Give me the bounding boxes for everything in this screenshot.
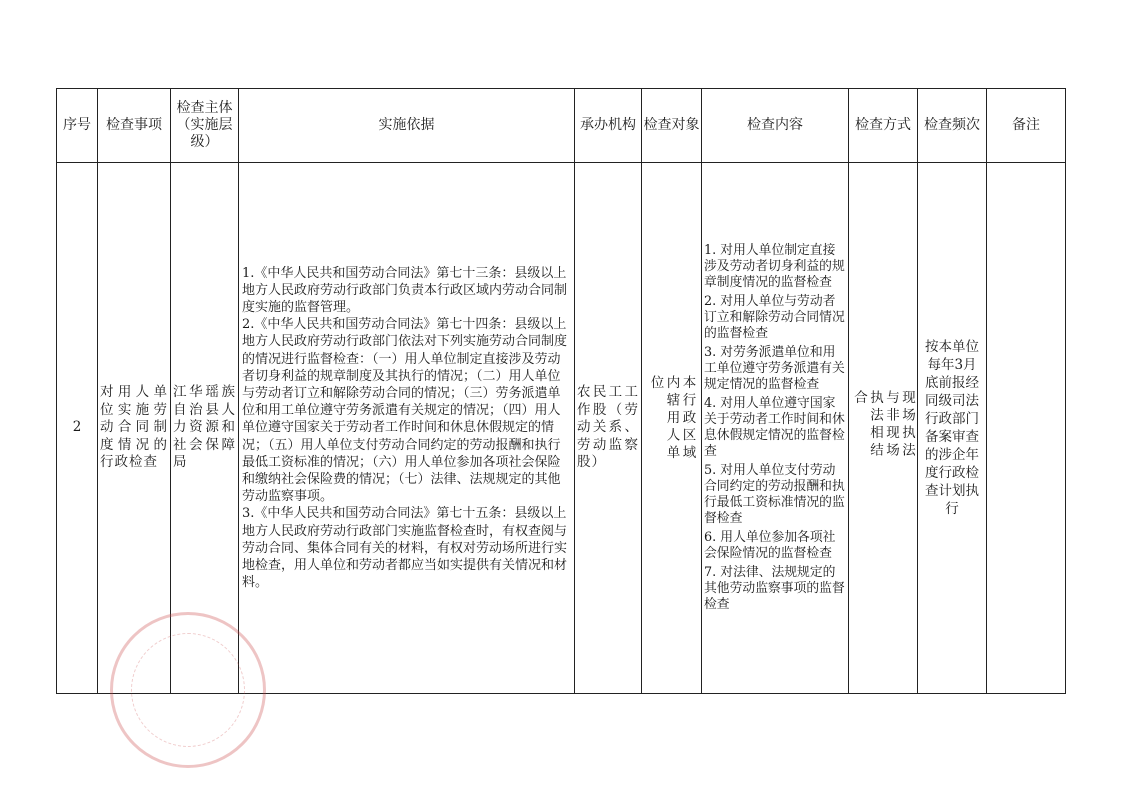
basis-paragraph: 2.《中华人民共和国劳动合同法》第七十四条：县级以上地方人民政府劳动行政部门依法对下列实施劳动合同制度的情况进行监督检查：（一）用人单位制定直接涉及劳动者切身利益的规章制度及其执行的情况；（二）用人单位与劳动者订立和解除劳动合同的情况；（三）劳务派遣单位和用工单位遵守劳务派遣有关规定的情况；（四）用人单位遵守国家关于劳动者工作时间和休息休假规定的情况；（五）用人单位支付劳动合同约定的劳动报酬和执行最低工资标准的情况；（六）用人单位参加各项社会保险和缴纳社会保险费的情况；（七）法律、法规规定的其他劳动监察事项。 bbox=[242, 317, 568, 505]
header-remark: 备注 bbox=[987, 89, 1066, 163]
cell-remark bbox=[987, 163, 1066, 694]
header-subject: 检查主体（实施层级） bbox=[171, 89, 239, 163]
table-row bbox=[57, 163, 1066, 694]
cell-frequency: 按本单位每年3月底前报经同级司法行政部门备案审查的涉企年度行政检查计划执行 bbox=[918, 163, 987, 694]
header-row bbox=[57, 89, 1066, 163]
header-no: 序号 bbox=[57, 89, 98, 163]
cell-target bbox=[642, 163, 702, 694]
content-item: 2. 对用人单位与劳动者订立和解除劳动合同情况的监督检查 bbox=[704, 294, 845, 341]
header-content: 检查内容 bbox=[702, 89, 849, 163]
content-item: 1. 对用人单位制定直接涉及劳动者切身利益的规章制度情况的监督检查 bbox=[704, 243, 845, 290]
header-org: 承办机构 bbox=[575, 89, 642, 163]
content-item: 3. 对劳务派遣单位和用工单位遵守劳务派遣有关规定情况的监督检查 bbox=[704, 345, 845, 392]
inspection-table bbox=[56, 88, 1066, 694]
content-item: 5. 对用人单位支付劳动合同约定的劳动报酬和执行最低工资标准情况的监督检查 bbox=[704, 463, 845, 526]
cell-content bbox=[702, 163, 849, 694]
header-method: 检查方式 bbox=[849, 89, 918, 163]
cell-org: 农民工工作股（劳动关系、劳动监察股） bbox=[575, 163, 642, 694]
header-item: 检查事项 bbox=[98, 89, 171, 163]
target-text: 本行政区域内辖用人单位 bbox=[647, 375, 696, 463]
method-text: 现场执法与非现场执法相结合 bbox=[851, 390, 915, 461]
content-item: 6. 用人单位参加各项社会保险情况的监督检查 bbox=[704, 530, 836, 561]
cell-no: 2 bbox=[57, 163, 98, 694]
basis-paragraph: 1.《中华人民共和国劳动合同法》第七十三条：县级以上地方人民政府劳动行政部门负责本行政区域内劳动合同制度实施的监督管理。 bbox=[242, 265, 568, 315]
header-frequency: 检查频次 bbox=[918, 89, 987, 163]
cell-method bbox=[849, 163, 918, 694]
cell-basis bbox=[239, 163, 575, 694]
basis-paragraph: 3.《中华人民共和国劳动合同法》第七十五条：县级以上地方人民政府劳动行政部门实施监督检查时，有权查阅与劳动合同、集体合同有关的材料，有权对劳动场所进行实地检查，用人单位和劳动者都应当如实提供有关情况和材料。 bbox=[242, 506, 568, 591]
cell-subject: 江华瑶族自治县人力资源和社会保障局 bbox=[171, 163, 239, 694]
header-target: 检查对象 bbox=[642, 89, 702, 163]
cell-item: 对用人单位实施劳动合同制度情况的行政检查 bbox=[98, 163, 171, 694]
header-basis: 实施依据 bbox=[239, 89, 575, 163]
content-item: 4. 对用人单位遵守国家关于劳动者工作时间和休息休假规定情况的监督检查 bbox=[704, 396, 845, 459]
content-item: 7. 对法律、法规规定的其他劳动监察事项的监督检查 bbox=[704, 565, 845, 612]
